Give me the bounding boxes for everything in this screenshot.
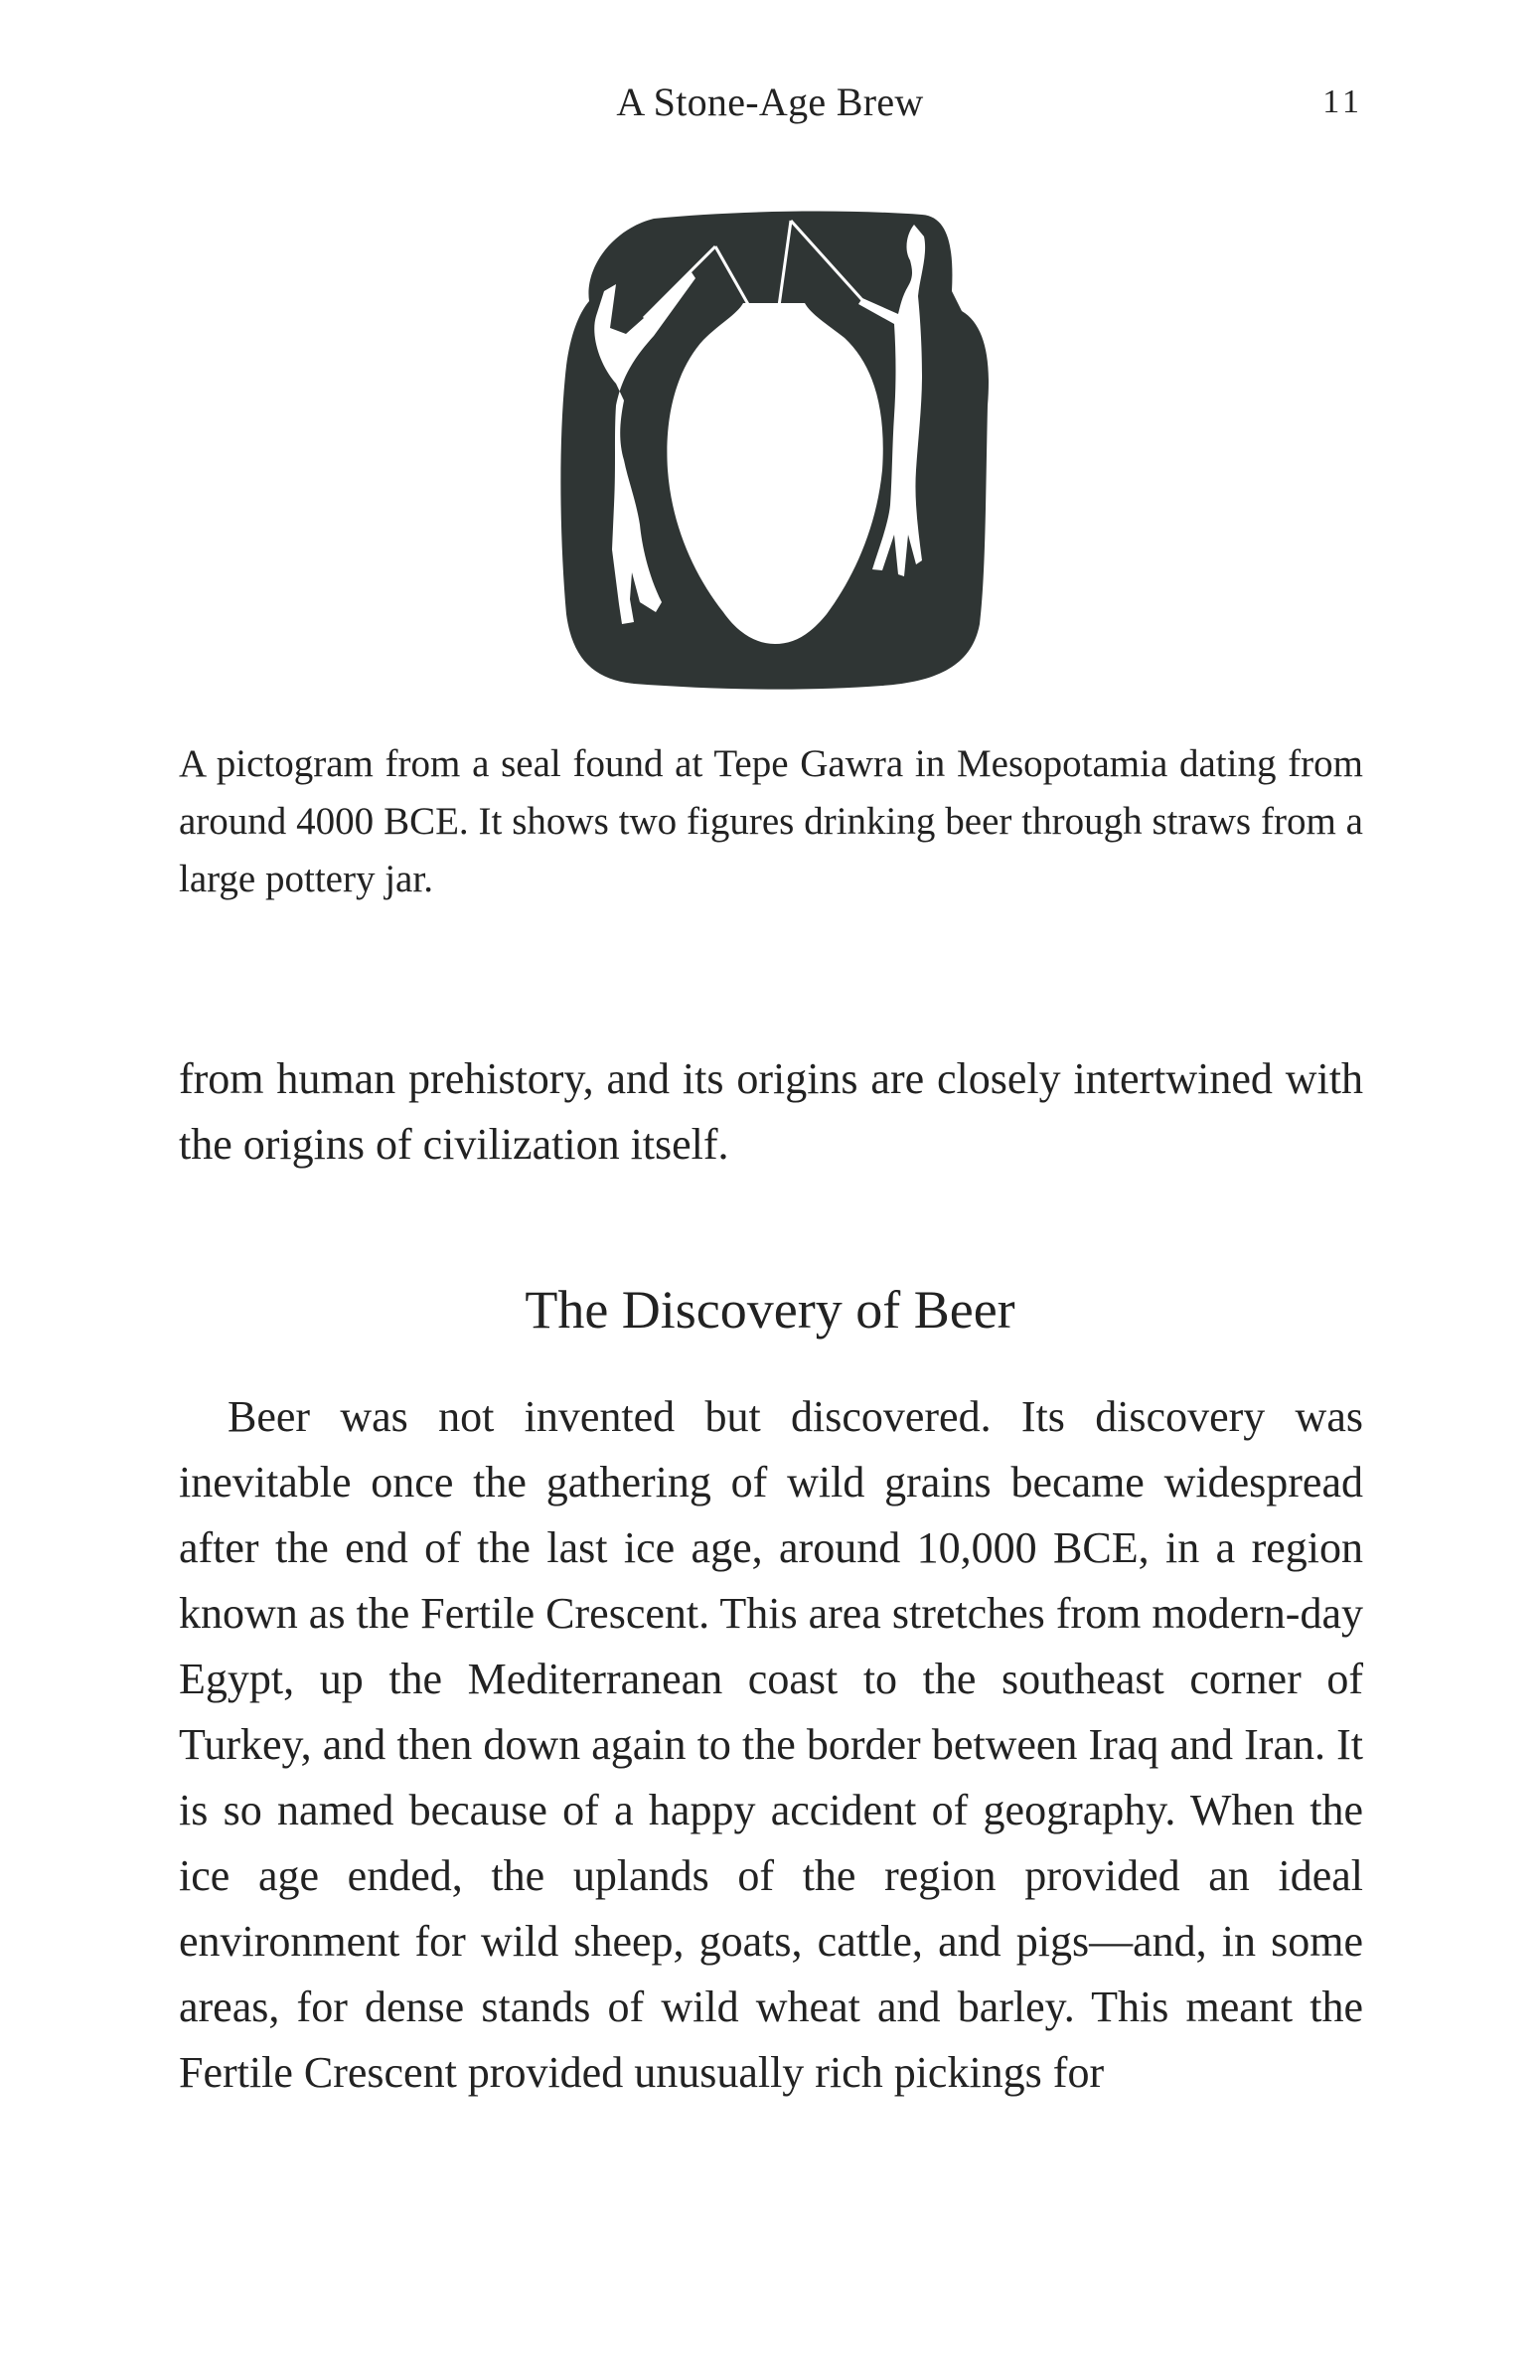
body-paragraph [179, 1384, 1363, 2106]
figure-caption: A pictogram from a seal found at Tepe Gawra in Mesopotamia dating from around 4000 BCE. It shows two figures drinking beer through straws from a large pottery jar. [179, 742, 1363, 900]
section-heading: The Discovery of Beer [525, 1280, 1015, 1340]
paragraph-text: Beer was not invented but discovered. Its discovery was inevitable once the gathering of wild grains became widespread after the end of the last ice age, around 10,000 BCE, in a region known as the Fertile Crescent. This area stretches from modern-day Egypt, up the Mediterranean coast to the southeast corner of Turkey, and then down again to the border between Iraq and Iran. It is so named because of a happy accident of geography. When the ice age ended, the uplands of the region provided an ideal environment for wild sheep, goats, cattle, and pigs—and, in some areas, for dense stands of wild wheat and barley. This meant the Fertile Crescent provided unusually rich pickings for [179, 1392, 1363, 2097]
running-title: A Stone-Age Brew [616, 79, 924, 124]
seal-pictogram-figure [544, 207, 1003, 691]
continuation-text: from human prehistory, and its origins are closely intertwined with the origins of civilization itself. [179, 1054, 1363, 1169]
page-number: 11 [1322, 83, 1363, 120]
continuation-paragraph [179, 1046, 1363, 1178]
seal-pictogram-image [544, 207, 1003, 691]
page-header [0, 78, 1540, 127]
